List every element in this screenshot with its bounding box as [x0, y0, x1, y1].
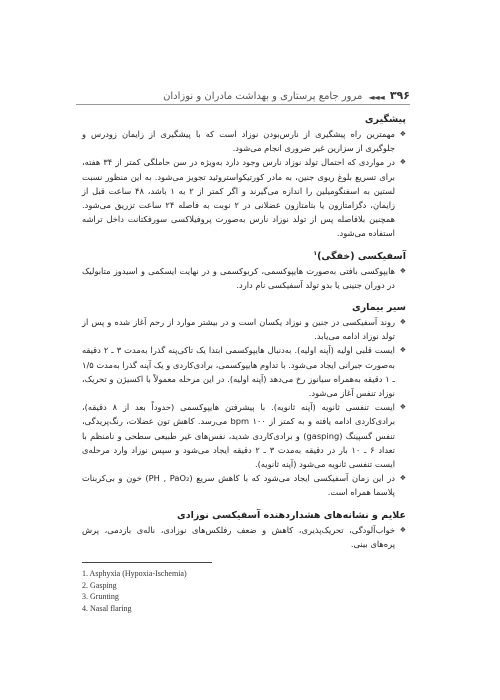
section-heading-prevention: پیشگیری	[364, 114, 406, 125]
list-item: ❖ ایست تنفسی ثانویه (آپنه ثانویه). با پیشرفتن هایپوکسمی (حدوداً بعد از ۸ دقیقه)، برادی‌کاردی ادامه یافته و به کمتر از ۱۰۰ bpm می‌رسد. کاهش تون عضلات، رنگ‌پریدگی، تنفس‌ گسپینگ (gasping) و برادی‌کاردی شدید، نفس‌های غیر طبیعی سطحی و نامنظم با تعداد ۶ ـ ۱۰ بار در دقیقه به‌مدت ۳ ـ ۲ دقیقه ایجاد می‌شود و سپس نوزاد وارد مرحله‌ی ایست تنفسی ثانویه می‌شود (آپنه ثانویه).	[82, 400, 406, 471]
footnote-item: 2. Gasping	[82, 580, 117, 590]
header-divider	[76, 104, 410, 106]
list-item: ❖ در این زمان آسفیکسی ایجاد می‌شود که با کاهش سریع (PH , PaO₂) خون و بی‌کربنات پلاسما همراه است.	[82, 471, 406, 499]
book-title: مرور جامع پرستاری و بهداشت مادران و نوزادان	[163, 91, 363, 102]
section-heading-asphyxia-text: آسفیکسی (خفگی)	[317, 250, 406, 262]
section-heading-course: سیر بیماری	[352, 302, 406, 314]
footnote-item: 4. Nasal flaring	[82, 603, 132, 613]
footnote-divider	[82, 562, 212, 564]
list-item: ❖ مهمترین راه پیشگیری از نارس‌بودن نوزاد است که با پیشگیری از زایمان زودرس و جلوگیری از سزارین غیر ضروری انجام می‌شود.	[82, 127, 406, 155]
footnote-item: 3. Grunting	[82, 592, 119, 601]
page-header	[77, 82, 410, 102]
footnote-item: 1. Asphyxia (Hypoxia-Ischemia)	[82, 569, 187, 578]
section-heading-signs: علایم و نشانه‌های هشداردهنده آسفیکسی نوزادی	[176, 509, 406, 521]
list-item: ❖ خواب‌آلودگی، تحریک‌پذیری، کاهش و ضعف رفلکس‌های نوزادی، ناله‌ی بازدمی، پرش پره‌های بینی.	[82, 523, 406, 551]
list-item: ❖ هایپوکسی بافتی به‌صورت هایپوکسمی، کربوکسمی و در نهایت ایسکمی و اسیدوز متابولیک در دوران جنینی یا بدو تولد آسفیکسی نام دارد.	[82, 264, 406, 292]
arrows-icon: ◄◄◄	[368, 93, 384, 102]
page-number: ۳۹۶	[389, 89, 410, 102]
footnotes	[82, 568, 332, 614]
list-item: ❖ در مواردی که احتمال تولد نوزاد نارس وجود دارد به‌ویژه در سن حاملگی کمتر از ۳۴ هفته، برای تسریع بلوغ ریوی جنین، به مادر کورتیکواستروئید تجویز می‌شود. به این منظور نسبت لستین به اسفنگومیلین را اندازه می‌گیرند و اگر کمتر از ۲ به ۱ باشد، ۴۸ ساعت قبل از زایمان، دگزامتازون یا بتامتازون عضلانی در ۲ نوبت به فاصله ۲۴ ساعت تزریق می‌شود. همچنین بلافاصله پس از تولد نوزاد نارس به‌صورت پروفیلاکسی سورفکتانت داخل تراشه استفاده می‌شود.	[82, 155, 406, 240]
main-content	[82, 112, 406, 551]
section-heading-asphyxia	[82, 249, 406, 264]
list-item: ❖ ایست قلبی اولیه (آپنه اولیه). به‌دنبال هایپوکسمی ابتدا یک تاکی‌پنه گذرا به‌مدت ۳ ـ ۲ دقیقه به‌صورت جبرانی ایجاد می‌شود. با تداوم هایپوکسمی، برادی‌کاردی و یک آپنه گذرا به‌مدت ۱/۵ ـ ۱ دقیقه به‌همراه سیانوز رخ می‌دهد (آپنه اولیه). در این مرحله معمولاً با اکسیژن و تحریک، نوزاد تنفس آغاز می‌شود.	[82, 343, 406, 400]
footnote-ref: ۱	[313, 249, 318, 257]
list-item: ❖ روند آسفیکسی در جنین و نوزاد یکسان است و در بیشتر موارد از رحم آغاز شده و پس از تولد نوزاد ادامه می‌یابد.	[82, 315, 406, 343]
